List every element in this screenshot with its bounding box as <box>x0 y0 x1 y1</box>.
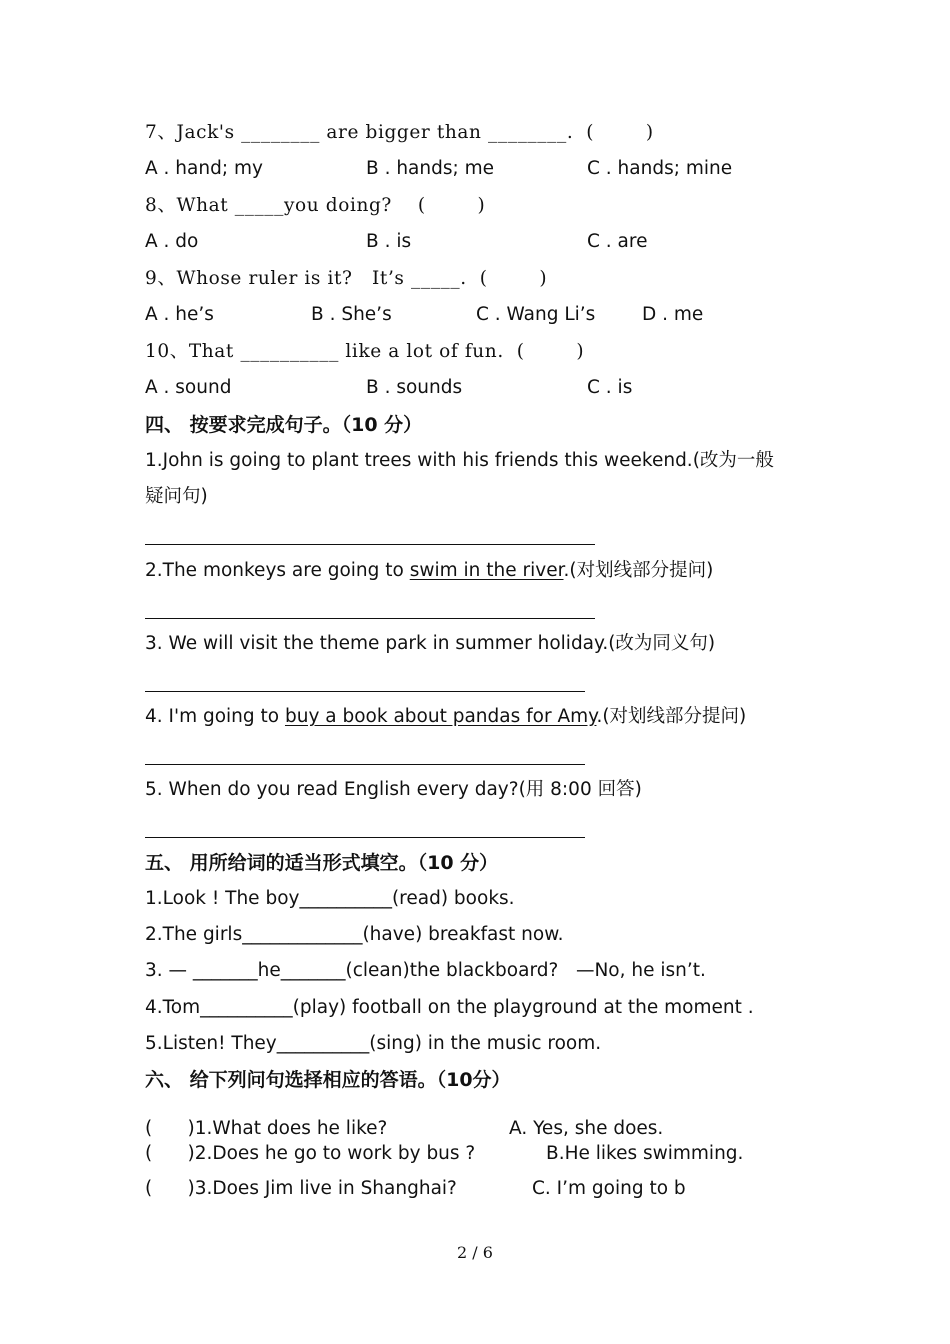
s6-question-3: ( )3.Does Jim live in Shanghai? <box>145 1178 457 1199</box>
option-9d: D . me <box>642 304 704 325</box>
option-10c: C . is <box>587 377 633 398</box>
option-9a: A . he’s <box>145 304 214 325</box>
s5-item-5: 5.Listen! They__________(sing) in the music room. <box>145 1033 602 1054</box>
option-9c: C . Wang Li’s <box>476 304 596 325</box>
section-6-title: 六、 给下列问句选择相应的答语。（10分） <box>145 1069 511 1091</box>
answer-line-1 <box>145 544 595 545</box>
question-8: 8、What _____you doing? ( ) <box>145 195 486 216</box>
option-8b: B . is <box>366 231 412 252</box>
s4-item-2-pre: 2.The monkeys are going to <box>145 560 410 581</box>
answer-line-5 <box>145 837 585 838</box>
s6-question-1: ( )1.What does he like? <box>145 1118 388 1139</box>
option-8c: C . are <box>587 231 648 252</box>
page-number: 2 / 6 <box>457 1243 493 1262</box>
section-5-title: 五、 用所给词的适当形式填空。（10 分） <box>145 852 499 874</box>
s4-item-2-underlined: swim in the river <box>409 560 564 581</box>
s4-item-1-line1: 1.John is going to plant trees with his friends this weekend.(改为一般 <box>145 450 774 471</box>
question-10: 10、That __________ like a lot of fun. ( ) <box>145 341 585 362</box>
s4-item-4 <box>145 705 746 729</box>
s4-item-5: 5. When do you read English every day?(用 8:00 回答) <box>145 779 642 800</box>
s6-answer-b: B.He likes swimming. <box>546 1143 744 1164</box>
s4-item-2 <box>145 559 713 583</box>
s5-item-1: 1.Look ! The boy__________(read) books. <box>145 888 515 909</box>
s4-item-2-post: .(对划线部分提问) <box>563 560 714 581</box>
option-10b: B . sounds <box>366 377 463 398</box>
option-7c: C . hands; mine <box>587 158 733 179</box>
s4-item-1-line2: 疑问句) <box>145 486 208 507</box>
option-9b: B . She’s <box>311 304 392 325</box>
option-10a: A . sound <box>145 377 232 398</box>
s5-item-3: 3. — _______he_______(clean)the blackboard? —No, he isn’t. <box>145 960 706 981</box>
s4-item-4-post: .(对划线部分提问) <box>596 706 747 727</box>
s4-item-3: 3. We will visit the theme park in summer holiday.(改为同义句) <box>145 633 716 654</box>
section-4-title: 四、 按要求完成句子。（10 分） <box>145 414 423 436</box>
option-7a: A . hand; my <box>145 158 263 179</box>
s5-item-4: 4.Tom__________(play) football on the playground at the moment . <box>145 997 754 1018</box>
s6-answer-a: A. Yes, she does. <box>509 1118 664 1139</box>
question-9: 9、Whose ruler is it? It’s _____. ( ) <box>145 268 548 289</box>
s4-item-4-pre: 4. I'm going to <box>145 706 285 727</box>
s6-answer-c: C. I’m going to b <box>532 1178 686 1199</box>
question-7: 7、Jack's ________ are bigger than ________. ( ) <box>145 122 654 143</box>
option-8a: A . do <box>145 231 199 252</box>
answer-line-4 <box>145 764 585 765</box>
s5-item-2: 2.The girls_____________(have) breakfast now. <box>145 924 564 945</box>
s6-question-2: ( )2.Does he go to work by bus ? <box>145 1143 476 1164</box>
answer-line-2 <box>145 618 595 619</box>
answer-line-3 <box>145 691 585 692</box>
s4-item-4-underlined: buy a book about pandas for Amy <box>284 706 597 727</box>
option-7b: B . hands; me <box>366 158 495 179</box>
